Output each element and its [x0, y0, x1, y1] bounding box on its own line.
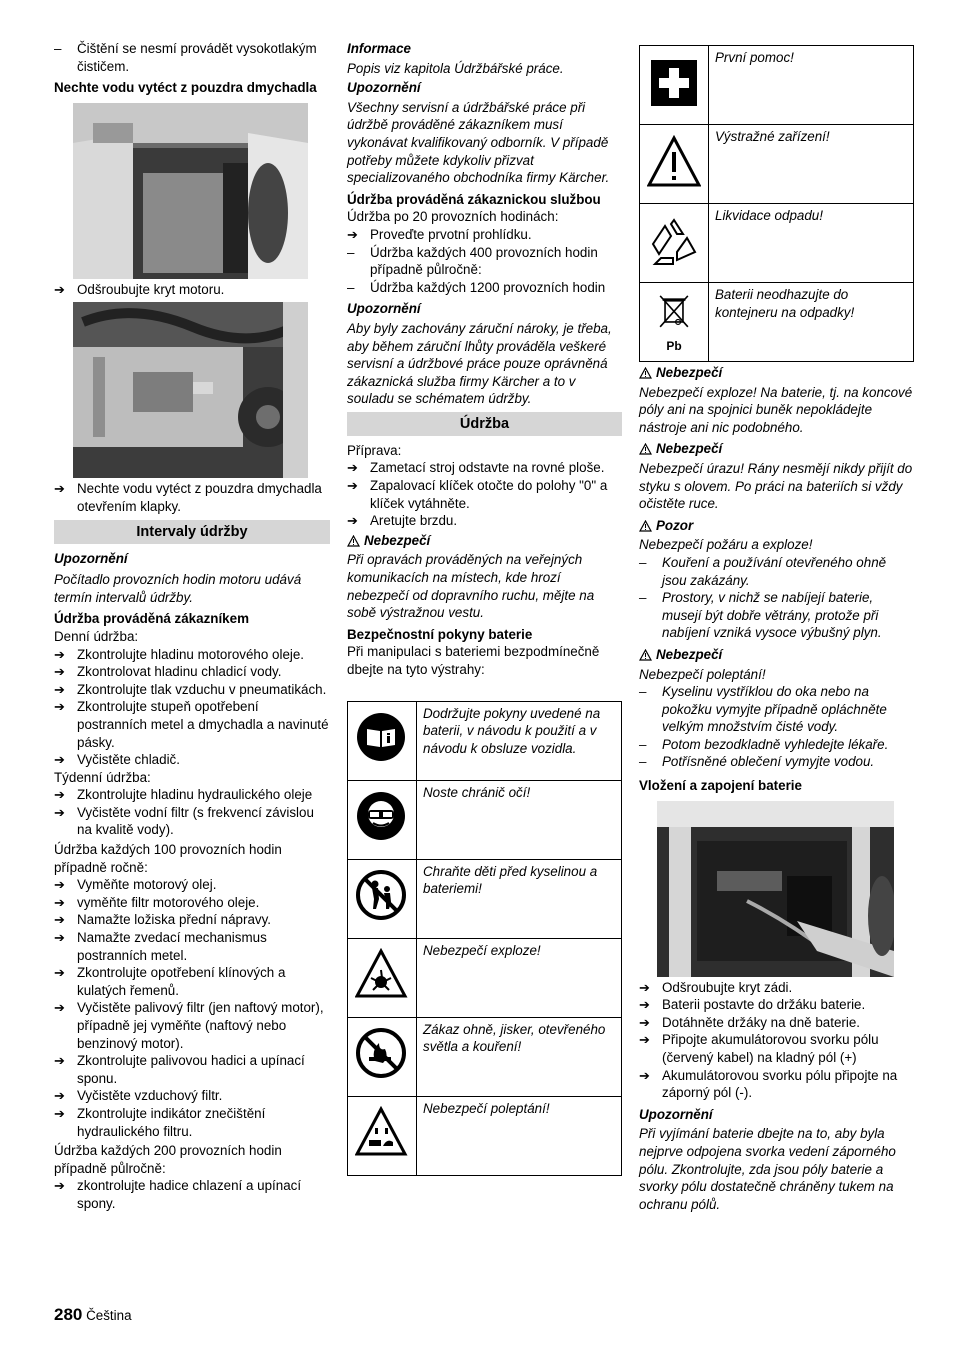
warning-triangle-icon: [347, 535, 360, 547]
explosion-icon: [348, 938, 417, 1017]
dash-marker: –: [639, 754, 647, 770]
list-item: [347, 477, 622, 512]
install-list: [639, 979, 914, 1102]
arrow-icon: ➔: [639, 979, 650, 995]
item-text: Zkontrolujte palivovou hadici a upínací sponu.: [77, 1053, 305, 1086]
footer-language: Čeština: [86, 1308, 132, 1323]
list-item: [54, 929, 330, 964]
caution-list: [639, 554, 914, 642]
danger-label: Nebezpečí: [656, 365, 723, 380]
symbol-text: První pomoc!: [709, 46, 914, 125]
arrow-icon: ➔: [347, 226, 358, 242]
note-label: Upozornění: [347, 301, 421, 317]
symbol-text: Nebezpečí exploze!: [417, 938, 622, 1017]
item-text: Potom bezodkladně vyhledejte lékaře.: [662, 736, 889, 752]
item-text: Proveďte prvotní prohlídku.: [370, 226, 532, 242]
item-text: Vyměňte motorový olej.: [77, 877, 217, 893]
danger-header: [639, 440, 914, 458]
item-text: zkontrolujte hadice chlazení a upínací spony.: [77, 1178, 302, 1211]
weekly-list: [54, 786, 330, 839]
danger-label: Nebezpečí: [656, 441, 723, 457]
h200-label: Údržba každých 200 provozních hodin případně půlročně:: [54, 1143, 282, 1176]
list-item: [54, 964, 330, 999]
heading-battery-safety: Bezpečnostní pokyny baterie: [347, 626, 533, 642]
item-text: Vyčistěte vodní filtr (s frekvencí závislou na kvalitě vody).: [77, 804, 314, 838]
danger-label: Nebezpečí: [364, 532, 431, 548]
note-label: Upozornění: [347, 80, 421, 96]
arrow-icon: ➔: [54, 646, 65, 662]
item-text: Odšroubujte kryt zádi.: [662, 979, 793, 995]
arrow-icon: ➔: [54, 787, 65, 803]
dash-marker: –: [639, 684, 647, 700]
step-unscrew: [54, 281, 330, 299]
h100-label: Údržba každých 100 provozních hodin případně ročně:: [54, 842, 282, 875]
h200-list: [54, 1177, 330, 1212]
arrow-icon: ➔: [54, 1178, 65, 1194]
arrow-icon: ➔: [54, 752, 65, 768]
list-item: [639, 554, 914, 589]
item-text: Údržba každých 1200 provozních hodin: [370, 279, 606, 295]
list-item: [54, 681, 330, 699]
danger-text: Nebezpečí exploze! Na baterie, tj. na koncové póly ani na spojnici buněk nepokládejte nástroje ani nic podobného.: [639, 384, 913, 435]
recycle-icon: [640, 204, 709, 283]
battery-symbols-table: [347, 701, 622, 1176]
pb-label: Pb: [666, 338, 682, 353]
arrow-icon: ➔: [54, 681, 65, 697]
item-text: Baterii postavte do držáku baterie.: [662, 997, 866, 1013]
battery-install-photo: [657, 801, 894, 977]
list-item: [639, 1031, 914, 1066]
symbol-row: [640, 46, 914, 125]
arrow-icon: ➔: [639, 1032, 650, 1048]
item-text: Zkontrolujte stupeň opotřebení postranních metel a dmychadla a navinuté pásky.: [77, 699, 329, 750]
caution-label: Pozor: [656, 517, 694, 533]
info-text: Popis viz kapitola Údržbářské práce.: [347, 60, 564, 76]
step-drain: [54, 480, 330, 515]
arrow-icon: ➔: [639, 997, 650, 1013]
list-item: [347, 279, 622, 297]
section-header-maintenance: Údržba: [347, 412, 622, 436]
item-text: Zkontrolujte tlak vzduchu v pneumatikách.: [77, 681, 327, 697]
prep-label: Příprava:: [347, 442, 402, 458]
arrow-icon: ➔: [639, 1014, 650, 1030]
motor-cover-photo: [73, 302, 308, 478]
column-2: [347, 40, 622, 1176]
symbol-text: Dodržujte pokyny uvedené na baterii, v návodu k použití a v návodu k obsluze vozidla.: [417, 701, 622, 780]
list-item: [54, 999, 330, 1052]
list-item: [347, 226, 622, 244]
arrow-icon: ➔: [54, 699, 65, 715]
intro-text: Čištění se nesmí provádět vysokotlakým čističem.: [77, 41, 317, 74]
note-text: Při vyjímání baterie dbejte na to, aby byla nejprve odpojena svorka vedení záporného pólu. Zkontrolujte, zda jsou póly baterie a svorky pólu dostatečně chráněny tukem na ochranu pólů.: [639, 1126, 896, 1212]
battery-install-image: [657, 801, 894, 977]
list-item: [639, 996, 914, 1014]
motor-cover-image: [73, 302, 308, 478]
dash-marker: –: [639, 554, 647, 570]
heading-customer-maintenance: Údržba prováděná zákazníkem: [54, 611, 249, 627]
note-text: Počítadlo provozních hodin motoru udává termín intervalů údržby.: [54, 572, 302, 605]
section-header-intervals: Intervaly údržby: [54, 520, 330, 544]
item-text: Kouření a používání otevřeného ohně jsou zakázány.: [662, 554, 887, 588]
list-item: [639, 736, 914, 754]
list-item: [54, 786, 330, 804]
h100-list: [54, 876, 330, 1140]
caution-text: Nebezpečí požáru a exploze!: [639, 537, 813, 553]
item-text: Akumulátorovou svorku pólu připojte na záporný pól (-).: [662, 1067, 898, 1101]
symbol-row: [348, 701, 622, 780]
note-text: Aby byly zachovány záruční nároky, je třeba, aby během záruční lhůty prováděla veškeré servisní a údržbové práce pouze oprávněná zákaznická služba firmy Kärcher a to v souladu se schématem údržby.: [347, 320, 612, 407]
service-intro: Údržba po 20 provozních hodinách:: [347, 209, 559, 225]
symbol-text: Zákaz ohně, jisker, otevřeného světla a kouření!: [417, 1017, 622, 1096]
battery-symbols-table-2: [639, 45, 914, 362]
prep-list: [347, 459, 622, 529]
item-text: Namažte zvedací mechanismus postranních metel.: [77, 930, 267, 963]
heading-service-maintenance: Údržba prováděná zákaznickou službou: [347, 191, 601, 207]
item-text: Zkontrolujte opotřebení klínových a kulatých řemenů.: [77, 965, 286, 998]
daily-label: Denní údržba:: [54, 628, 139, 644]
symbol-row: [640, 204, 914, 283]
list-item: [54, 1052, 330, 1087]
item-text: Zkontrolovat hladinu chladicí vody.: [77, 664, 282, 680]
arrow-icon: ➔: [54, 930, 65, 946]
symbol-row: [348, 780, 622, 859]
item-text: Zkontrolujte hladinu motorového oleje.: [77, 646, 305, 662]
danger-header: [347, 532, 622, 550]
arrow-icon: ➔: [54, 912, 65, 928]
list-item: [639, 1014, 914, 1032]
arrow-icon: ➔: [54, 1053, 65, 1069]
item-text: Vyčistěte chladič.: [77, 752, 180, 768]
dash-marker: –: [347, 279, 355, 295]
item-text: Kyselinu vystříklou do oka nebo na pokožku vymyjte případně opláchněte velkým množstvím čisté vody.: [662, 684, 887, 735]
danger-header: [639, 646, 914, 664]
page-footer: [54, 1306, 132, 1325]
list-item: [347, 459, 622, 477]
note-label: Upozornění: [54, 550, 128, 566]
item-text: Vyčistěte vzduchový filtr.: [77, 1088, 223, 1104]
blower-housing-image: [73, 103, 308, 279]
arrow-icon: ➔: [54, 1088, 65, 1104]
list-item: [54, 698, 330, 751]
arrow-icon: ➔: [54, 965, 65, 981]
first-aid-icon: [640, 46, 709, 125]
danger-header: [639, 364, 914, 382]
arrow-icon: ➔: [639, 1067, 650, 1083]
corrosive-icon: [348, 1096, 417, 1175]
arrow-icon: ➔: [54, 804, 65, 820]
item-text: Zametací stroj odstavte na rovné ploše.: [370, 460, 605, 476]
warning-triangle-icon: [639, 649, 652, 661]
list-item: [347, 512, 622, 530]
item-text: Vyčistěte palivový filtr (jen naftový motor), případně jej vyměňte (naftový nebo benzinový motor).: [77, 1000, 324, 1051]
service-dash-list: [347, 244, 622, 297]
heading-drain: Nechte vodu vytéct z pouzdra dmychadla: [54, 80, 317, 96]
arrow-icon: ➔: [54, 481, 65, 497]
column-1: [54, 40, 330, 1213]
blower-housing-photo: [73, 103, 308, 279]
list-item: [639, 589, 914, 642]
item-text: Prostory, v nichž se nabíjejí baterie, musejí být dobře větrány, protože při nabíjení vzniká vysoce výbušný plyn.: [662, 590, 882, 641]
list-item: [54, 876, 330, 894]
warning-icon: [640, 125, 709, 204]
symbol-text: Výstražné zařízení!: [709, 125, 914, 204]
list-item: [54, 663, 330, 681]
manual-icon: [348, 701, 417, 780]
symbol-row: [640, 283, 914, 362]
column-3: [639, 45, 914, 1213]
list-item: [54, 646, 330, 664]
symbol-row: [348, 938, 622, 1017]
warning-triangle-icon: [639, 520, 652, 532]
battery-safety-intro: Při manipulaci s bateriemi bezpodmínečně dbejte na tyto výstrahy:: [347, 644, 600, 677]
danger-text: Nebezpečí úrazu! Rány nesmějí nikdy přijít do styku s olovem. Po práci na bateriích si vždy očistěte ruce.: [639, 460, 913, 512]
list-item: [54, 894, 330, 912]
item-text: vyměňte filtr motorového oleje.: [77, 894, 260, 910]
bin-crossed-icon: [640, 283, 709, 362]
arrow-icon: ➔: [54, 664, 65, 680]
dash-marker: –: [639, 590, 647, 606]
danger-label: Nebezpečí: [656, 646, 723, 662]
daily-list: [54, 646, 330, 769]
arrow-icon: ➔: [54, 1105, 65, 1121]
danger-text: Při opravách prováděných na veřejných komunikacích na místech, kde hrozí nebezpečí od dopravního ruchu, mějte na sobě výstražnou vestu.: [347, 552, 595, 621]
corrosion-list: [639, 683, 914, 771]
step-text: Odšroubujte kryt motoru.: [77, 281, 225, 297]
no-fire-icon: [348, 1017, 417, 1096]
list-item: [54, 1177, 330, 1212]
list-item: [639, 1067, 914, 1102]
symbol-text: Baterii neodhazujte do kontejneru na odpadky!: [709, 283, 914, 362]
dash-marker: –: [54, 41, 62, 56]
item-text: Údržba každých 400 provozních hodin případně půlročně:: [370, 244, 598, 278]
item-text: Zkontrolujte indikátor znečištění hydraulického filtru.: [77, 1105, 266, 1139]
arrow-icon: ➔: [54, 281, 65, 297]
item-text: Namažte ložiska přední nápravy.: [77, 912, 272, 928]
item-text: Dotáhněte držáky na dně baterie.: [662, 1014, 861, 1030]
list-item: [54, 751, 330, 769]
arrow-icon: ➔: [347, 513, 358, 529]
list-item: [639, 979, 914, 997]
list-item: [54, 804, 330, 839]
goggles-icon: [348, 780, 417, 859]
dash-marker: –: [639, 736, 647, 752]
symbol-text: Nebezpečí poleptání!: [417, 1096, 622, 1175]
item-text: Zkontrolujte hladinu hydraulického oleje: [77, 787, 313, 803]
item-text: Potřísněné oblečení vymyjte vodou.: [662, 754, 875, 770]
list-item: [54, 911, 330, 929]
list-item: [639, 683, 914, 736]
no-children-icon: [348, 859, 417, 938]
symbol-row: [348, 859, 622, 938]
symbol-row: [348, 1096, 622, 1175]
caution-header: [639, 517, 914, 535]
page-number: 280: [54, 1305, 83, 1324]
list-item: [54, 1087, 330, 1105]
dash-marker: –: [347, 244, 355, 260]
warning-triangle-icon: [639, 367, 652, 379]
list-item: [639, 753, 914, 771]
list-item: [54, 1105, 330, 1140]
list-item: [347, 244, 622, 279]
arrow-icon: ➔: [54, 1000, 65, 1016]
arrow-icon: ➔: [347, 460, 358, 476]
info-label: Informace: [347, 41, 411, 56]
note-text: Všechny servisní a údržbářské práce při údržbě prováděné zákazníkem musí vykonávat kvalifikovaný odborník. V případě potřeby můžete kdykoliv přizvat specializovaného obchodníka firmy Kärcher.: [347, 99, 610, 186]
arrow-icon: ➔: [54, 894, 65, 910]
warning-triangle-icon: [639, 443, 652, 455]
heading-install-battery: Vložení a zapojení baterie: [639, 778, 802, 794]
symbol-text: Chraňte děti před kyselinou a bateriemi!: [417, 859, 622, 938]
item-text: Aretujte brzdu.: [370, 513, 458, 529]
arrow-icon: ➔: [54, 877, 65, 893]
symbol-row: [348, 1017, 622, 1096]
symbol-row: [640, 125, 914, 204]
list-item: [54, 40, 330, 75]
weekly-label: Týdenní údržba:: [54, 769, 151, 785]
item-text: Připojte akumulátorovou svorku pólu (červený kabel) na kladný pól (+): [662, 1032, 879, 1066]
item-text: Zapalovací klíček otočte do polohy "0" a klíček vytáhněte.: [370, 478, 608, 511]
step-text: Nechte vodu vytéct z pouzdra dmychadla otevřením klapky.: [77, 481, 322, 514]
symbol-text: Likvidace odpadu!: [709, 204, 914, 283]
symbol-text: Noste chránič očí!: [417, 780, 622, 859]
danger-text: Nebezpečí poleptání!: [639, 666, 766, 682]
note-label: Upozornění: [639, 1106, 713, 1122]
arrow-icon: ➔: [347, 478, 358, 494]
